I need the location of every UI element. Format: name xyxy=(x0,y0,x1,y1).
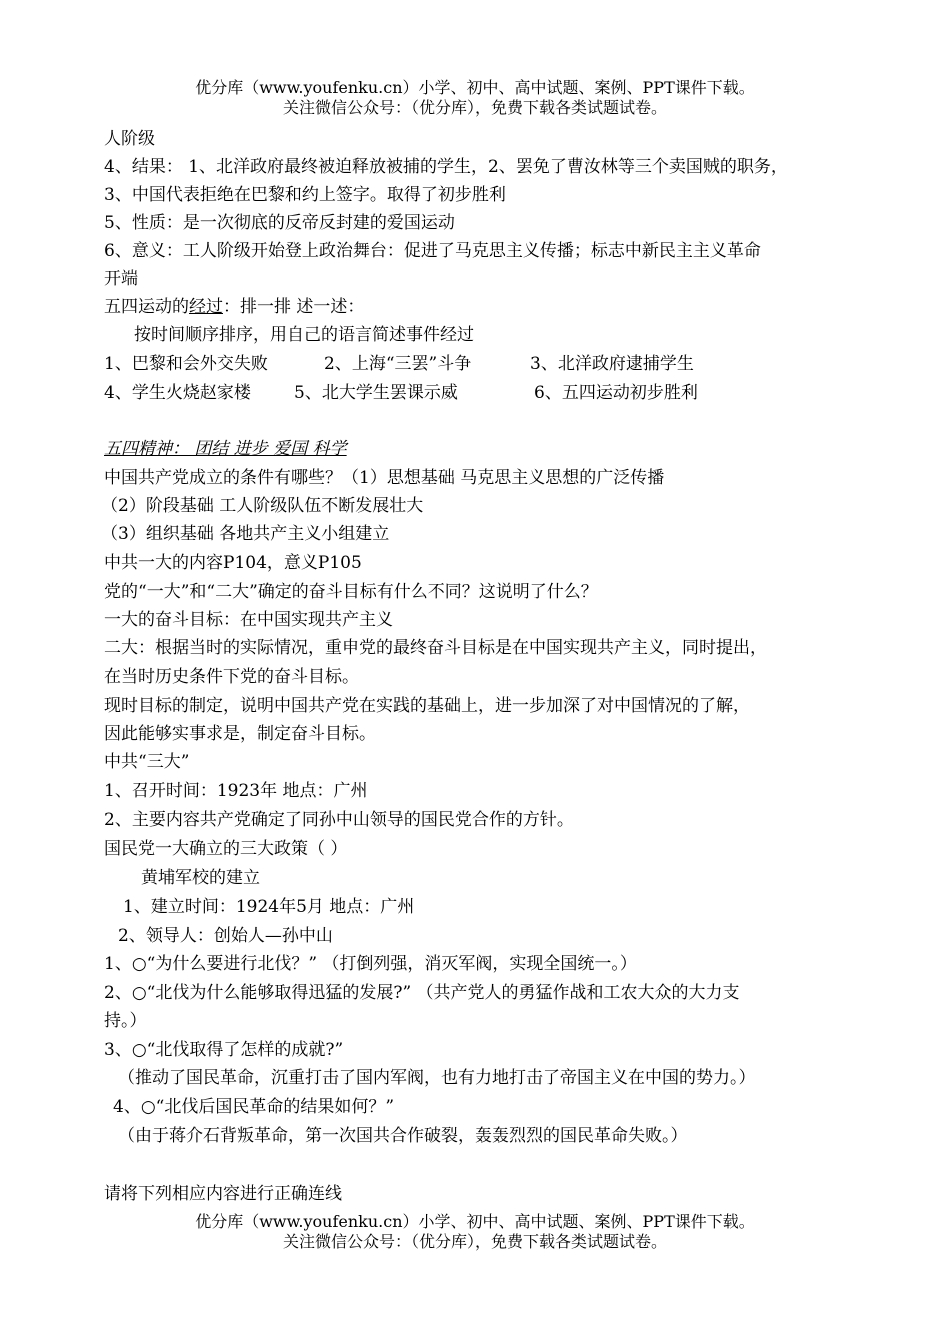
text-line: 中共一大的内容P104，意义P105 xyxy=(104,553,362,573)
header-line-2: 关注微信公众号：（优分库），免费下载各类试题试卷。 xyxy=(282,98,667,117)
event-row-1 xyxy=(104,352,864,376)
text-line: 因此能够实事求是，制定奋斗目标。 xyxy=(104,724,376,744)
text-segment: 五四运动的 xyxy=(104,297,189,317)
text-line: 6、意义：工人阶级开始登上政治舞台：促进了马克思主义传播；标志中新民主主义革命 xyxy=(104,241,761,261)
text-line: （推动了国民革命，沉重打击了国内军阀，也有力地打击了帝国主义在中国的势力。） xyxy=(118,1068,756,1088)
text-line: 请将下列相应内容进行正确连线 xyxy=(104,1184,342,1204)
text-line: 中国共产党成立的条件有哪些？（1）思想基础 马克思主义思想的广泛传播 xyxy=(104,468,665,488)
text-line: （2）阶段基础 工人阶级队伍不断发展壮大 xyxy=(101,496,424,516)
text-line: 3、中国代表拒绝在巴黎和约上签字。取得了初步胜利 xyxy=(104,185,506,205)
text-line: 二大：根据当时的实际情况，重申党的最终奋斗目标是在中国实现共产主义，同时提出， xyxy=(104,638,767,658)
text-line: 2、领导人：创始人—孙中山 xyxy=(118,926,333,946)
event-row-2 xyxy=(104,381,864,405)
text-line: 4、结果： 1、北洋政府最终被迫释放被捕的学生，2、罢免了曹汝林等三个卖国贼的职务， xyxy=(104,157,788,177)
text-line: （由于蒋介石背叛革命，第一次国共合作破裂，轰轰烈烈的国民革命失败。） xyxy=(118,1126,688,1146)
text-line: 1、召开时间：1923年 地点：广州 xyxy=(104,781,368,801)
text-line: 1、○“为什么要进行北伐？” （打倒列强，消灭军阀，实现全国统一。） xyxy=(104,954,637,974)
text-line: 3、○“北伐取得了怎样的成就?” xyxy=(104,1040,344,1060)
event-item: 1、巴黎和会外交失败 xyxy=(104,354,268,374)
footer-line-1: 优分库（www.youfenku.cn）小学、初中、高中试题、案例、PPT课件下载。 xyxy=(195,1212,755,1231)
text-line: 2、主要内容共产党确定了同孙中山领导的国民党合作的方针。 xyxy=(104,810,574,830)
text-line-process xyxy=(104,295,364,319)
text-line: 5、性质：是一次彻底的反帝反封建的爱国运动 xyxy=(104,213,455,233)
text-line: 党的“一大”和“二大”确定的奋斗目标有什么不同？这说明了什么？ xyxy=(104,582,598,602)
underlined-word: 经过 xyxy=(189,297,223,317)
text-line: 4、○“北伐后国民革命的结果如何？” xyxy=(113,1097,395,1117)
text-line: 国民党一大确立的三大政策（ ） xyxy=(104,839,348,859)
event-item: 5、北大学生罢课示威 xyxy=(294,383,458,403)
footer-line-2: 关注微信公众号：（优分库），免费下载各类试题试卷。 xyxy=(282,1232,667,1251)
text-line: 现时目标的制定，说明中国共产党在实践的基础上，进一步加深了对中国情况的了解， xyxy=(104,696,750,716)
text-line: 中共“三大” xyxy=(104,752,190,772)
text-line: 2、○“北伐为什么能够取得迅猛的发展?” （共产党人的勇猛作战和工农大众的大力支 xyxy=(104,983,740,1003)
text-segment: ：排一排 述一述： xyxy=(223,297,365,317)
text-line: 一大的奋斗目标：在中国实现共产主义 xyxy=(104,610,393,630)
header-line-1: 优分库（www.youfenku.cn）小学、初中、高中试题、案例、PPT课件下载。 xyxy=(195,78,755,97)
text-line: 1、建立时间：1924年5月 地点：广州 xyxy=(123,897,415,917)
event-item: 3、北洋政府逮捕学生 xyxy=(530,354,694,374)
text-line: 按时间顺序排序，用自己的语言简述事件经过 xyxy=(134,325,474,345)
text-line: 人阶级 xyxy=(104,129,155,149)
text-line: 在当时历史条件下党的奋斗目标。 xyxy=(104,667,359,687)
text-line: （3）组织基础 各地共产主义小组建立 xyxy=(101,524,390,544)
text-line: 黄埔军校的建立 xyxy=(141,868,260,888)
may-fourth-spirit: 五四精神： 团结 进步 爱国 科学 xyxy=(104,439,347,459)
event-item: 2、上海“三罢”斗争 xyxy=(324,354,472,374)
event-item: 6、五四运动初步胜利 xyxy=(534,383,698,403)
event-item: 4、学生火烧赵家楼 xyxy=(104,383,251,403)
text-line: 开端 xyxy=(104,269,138,289)
text-line: 持。） xyxy=(104,1011,147,1031)
